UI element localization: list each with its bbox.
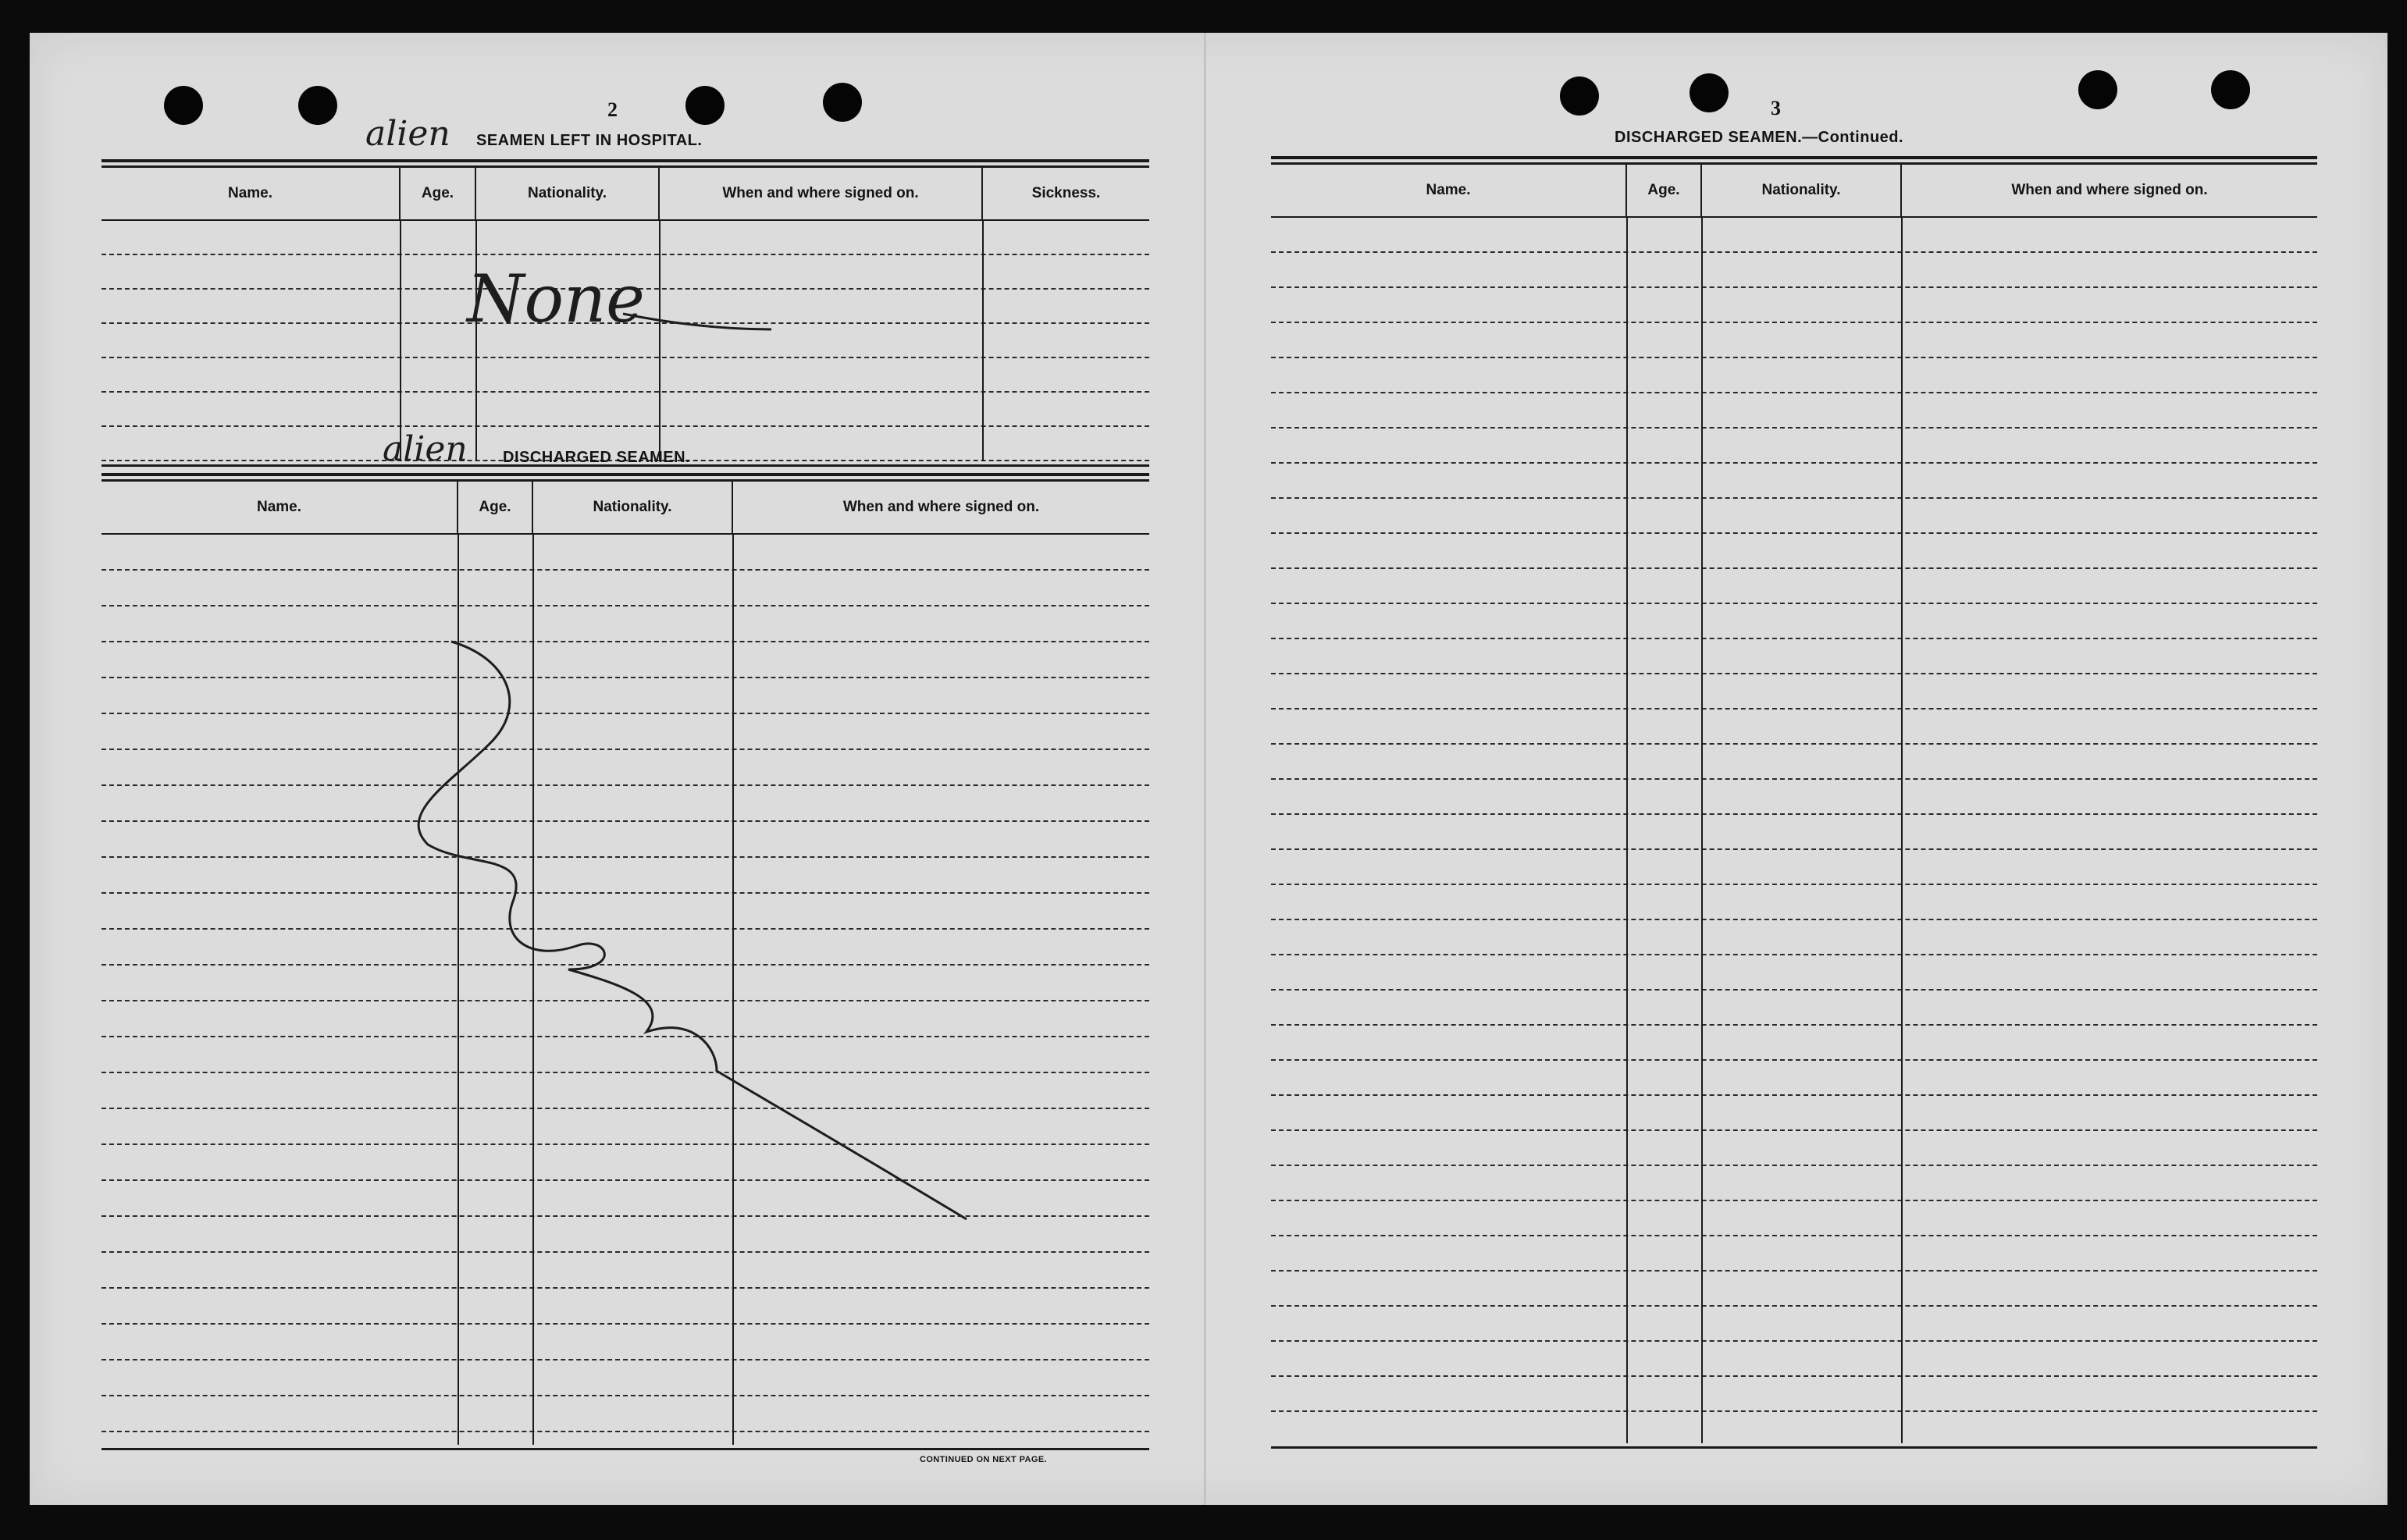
col-signed-on: When and where signed on. xyxy=(842,499,1040,515)
table-row xyxy=(1271,1271,2317,1307)
table-row xyxy=(101,1109,1149,1145)
right-page-number: 3 xyxy=(1771,97,1781,119)
discharged-table xyxy=(101,479,1149,1450)
table-row xyxy=(1271,710,2317,745)
discharged-continued-rows xyxy=(1271,218,2317,1443)
table-row xyxy=(101,221,1149,255)
column-divider xyxy=(400,221,401,461)
col-nationality: Nationality. xyxy=(533,482,733,533)
table-row xyxy=(1271,920,2317,955)
punch-hole xyxy=(823,83,862,122)
left-page-number: 2 xyxy=(607,98,618,121)
alien-annotation-discharged: alien xyxy=(383,429,468,469)
table-row xyxy=(1271,429,2317,464)
table-row xyxy=(1271,499,2317,534)
table-row xyxy=(1271,1236,2317,1271)
table-row xyxy=(1271,569,2317,604)
col-name: Name. xyxy=(101,482,458,533)
col-nationality: Nationality. xyxy=(1702,165,1902,216)
table-row xyxy=(101,1396,1149,1432)
table-row xyxy=(101,1037,1149,1073)
punch-hole xyxy=(685,86,725,125)
discharged-section-title: DISCHARGED SEAMEN. xyxy=(503,449,691,466)
table-row xyxy=(101,535,1149,571)
table-row xyxy=(101,966,1149,1001)
table-row xyxy=(101,678,1149,714)
col-age: Age. xyxy=(401,168,476,219)
table-row xyxy=(1271,780,2317,815)
column-divider xyxy=(982,221,984,461)
table-row xyxy=(101,1253,1149,1289)
col-signed-on: When and where signed on. xyxy=(660,168,983,219)
right-top-rule xyxy=(1271,156,2317,159)
table-row xyxy=(1271,745,2317,780)
document-page xyxy=(30,33,2387,1505)
table-row xyxy=(101,750,1149,786)
table-row xyxy=(1271,1201,2317,1236)
table-row xyxy=(101,786,1149,822)
table-row xyxy=(101,1325,1149,1360)
col-sickness: Sickness. xyxy=(1031,185,1101,201)
table-row xyxy=(1271,1377,2317,1412)
table-row xyxy=(101,1289,1149,1325)
table-row xyxy=(1271,253,2317,288)
table-row xyxy=(1271,1131,2317,1166)
discharged-continued-title: DISCHARGED SEAMEN.—Continued. xyxy=(1615,129,1904,146)
punch-hole xyxy=(298,86,337,125)
table-row xyxy=(1271,1096,2317,1131)
table-row xyxy=(101,858,1149,894)
col-nationality: Nationality. xyxy=(476,168,660,219)
table-row xyxy=(1271,815,2317,850)
table-row xyxy=(101,642,1149,678)
column-divider xyxy=(458,535,459,1445)
none-entry: None xyxy=(467,261,645,337)
table-row xyxy=(101,1181,1149,1217)
table-row xyxy=(1271,464,2317,499)
table-row xyxy=(1271,885,2317,920)
column-divider xyxy=(1626,218,1628,1443)
table-row xyxy=(101,393,1149,427)
alien-annotation-hospital: alien xyxy=(365,114,450,154)
table-row xyxy=(101,1073,1149,1109)
column-divider xyxy=(1701,218,1703,1443)
col-age: Age. xyxy=(1627,165,1702,216)
column-divider xyxy=(475,221,477,461)
table-row xyxy=(101,606,1149,642)
table-row xyxy=(101,358,1149,393)
col-name: Name. xyxy=(101,168,401,219)
col-signed-on: When and where signed on. xyxy=(2011,182,2208,198)
table-row xyxy=(101,1360,1149,1396)
hospital-rows xyxy=(101,221,1149,461)
table-row xyxy=(101,1217,1149,1253)
table-row xyxy=(1271,218,2317,253)
table-row xyxy=(1271,1061,2317,1096)
table-row xyxy=(101,714,1149,750)
table-row xyxy=(1271,850,2317,885)
punch-hole xyxy=(2211,70,2250,109)
table-row xyxy=(1271,1026,2317,1061)
punch-hole xyxy=(1560,76,1599,116)
table-row xyxy=(1271,604,2317,639)
punch-hole xyxy=(164,86,203,125)
col-age: Age. xyxy=(458,482,533,533)
table-row xyxy=(1271,1166,2317,1201)
column-divider xyxy=(732,535,734,1445)
col-name: Name. xyxy=(1271,165,1627,216)
table-row xyxy=(1271,1342,2317,1377)
column-divider xyxy=(1901,218,1903,1443)
table-row xyxy=(101,571,1149,606)
table-row xyxy=(101,822,1149,858)
table-row xyxy=(1271,393,2317,429)
table-row xyxy=(1271,674,2317,710)
column-divider xyxy=(532,535,534,1445)
table-row xyxy=(1271,639,2317,674)
punch-hole xyxy=(2078,70,2117,109)
continued-note: CONTINUED ON NEXT PAGE. xyxy=(920,1455,1048,1464)
table-row xyxy=(101,1145,1149,1181)
table-row xyxy=(101,1001,1149,1037)
hospital-section-title: SEAMEN LEFT IN HOSPITAL. xyxy=(476,132,703,149)
page-fold xyxy=(1204,33,1206,1505)
table-row xyxy=(101,894,1149,930)
table-row xyxy=(1271,955,2317,991)
table-row xyxy=(1271,323,2317,358)
table-row xyxy=(101,930,1149,966)
table-row xyxy=(1271,534,2317,569)
table-row xyxy=(1271,991,2317,1026)
hospital-top-rule xyxy=(101,159,1149,162)
table-row xyxy=(1271,288,2317,323)
discharged-continued-table xyxy=(1271,162,2317,1449)
discharged-top-rule xyxy=(101,473,1149,476)
column-divider xyxy=(659,221,661,461)
table-row xyxy=(1271,358,2317,393)
table-row xyxy=(1271,1307,2317,1342)
punch-hole xyxy=(1690,73,1729,112)
